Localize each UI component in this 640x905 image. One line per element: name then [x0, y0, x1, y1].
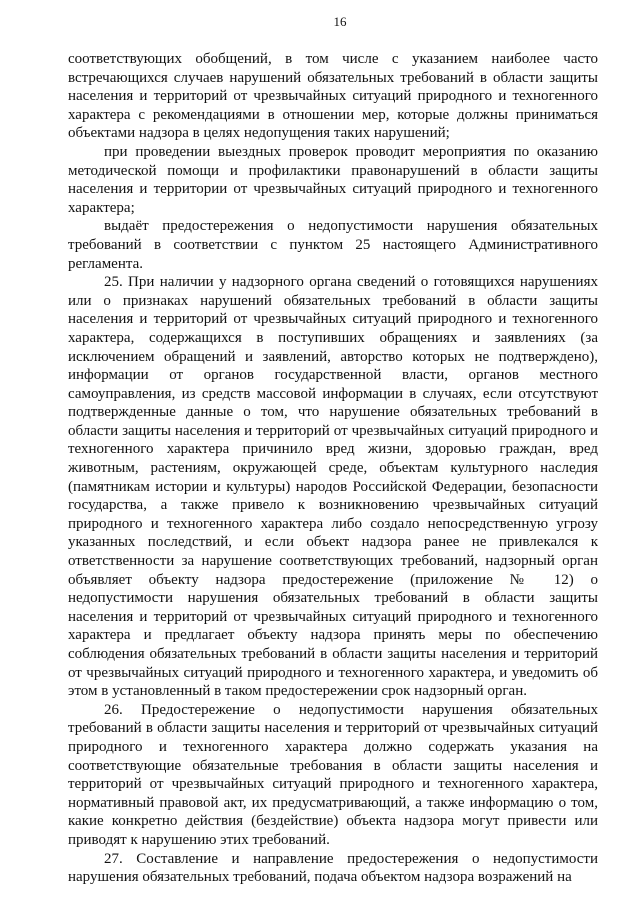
- paragraph-continuation: соответствующих обобщений, в том числе с указанием наиболее часто встречающихся случаев нарушений обязательных требований в области защиты населения и территорий от чрезвычайных ситуаций природного и техногенного характера с рекомендациями в отношении мер, которые должны приниматься объектами надзора в целях недопущения таких нарушений;: [68, 51, 598, 142]
- paragraph-item-25: 25. При наличии у надзорного органа сведений о готовящихся нарушениях или о признаках нарушений обязательных требований в области защиты населения и территорий от чрезвычайных ситуаций природного и техногенного характера, содержащихся в поступивших обращениях и заявлениях (за исключением обращений и заявлений, авторство которых не подтверждено), информации от органов государственной власти, органов местного самоуправления, из средств массовой информации в случаях, если отсутствуют подтвержденные данные о том, что нарушение обязательных требований в области защиты населения и территорий от чрезвычайных ситуаций природного и техногенного характера причинило вред жизни, здоровью граждан, вред животным, растениям, окружающей среде, объектам культурного наследия (памятникам истории и культуры) народов Российской Федерации, безопасности государства, а также привело к возникновению чрезвычайных ситуаций природного и техногенного характера либо создало непосредственную угрозу указанных последствий, и если объект надзора ранее не привлекался к ответственности за нарушение соответствующих требований, надзорный орган объявляет объекту надзора предостережение (приложение № 12) о недопустимости нарушения обязательных требований в области защиты населения и территорий от чрезвычайных ситуаций природного и техногенного характера и предлагает объекту надзора принять меры по обеспечению соблюдения обязательных требований в области защиты населения и территорий от чрезвычайных ситуаций природного и техногенного характера, и уведомить об этом в установленный в таком предостережении срок надзорный орган.: [68, 274, 598, 700]
- paragraph-inspections: при проведении выездных проверок проводит мероприятия по оказанию методической помощи и профилактики правонарушений в области защиты населения и территории от чрезвычайных ситуаций природного и техногенного характера;: [68, 143, 598, 216]
- paragraph-warnings: выдаёт предостережения о недопустимости нарушения обязательных требований в соответствии с пунктом 25 настоящего Административного регламента.: [68, 218, 598, 272]
- paragraph-item-27: 27. Составление и направление предостережения о недопустимости нарушения обязательных требований, подача объектом надзора возражений на: [68, 850, 598, 886]
- page-number: 16: [333, 14, 347, 29]
- paragraph-item-26: 26. Предостережение о недопустимости нарушения обязательных требований в области защиты населения и территорий от чрезвычайных ситуаций природного и техногенного характера должно содержать указания на соответствующие обязательные требования в области защиты населения и территорий от чрезвычайных ситуаций природного и техногенного характера, нормативный правовой акт, их предусматривающий, а также информацию о том, какие конкретно действия (бездействие) объекта надзора могут привести или приводят к нарушению этих требований.: [68, 701, 598, 848]
